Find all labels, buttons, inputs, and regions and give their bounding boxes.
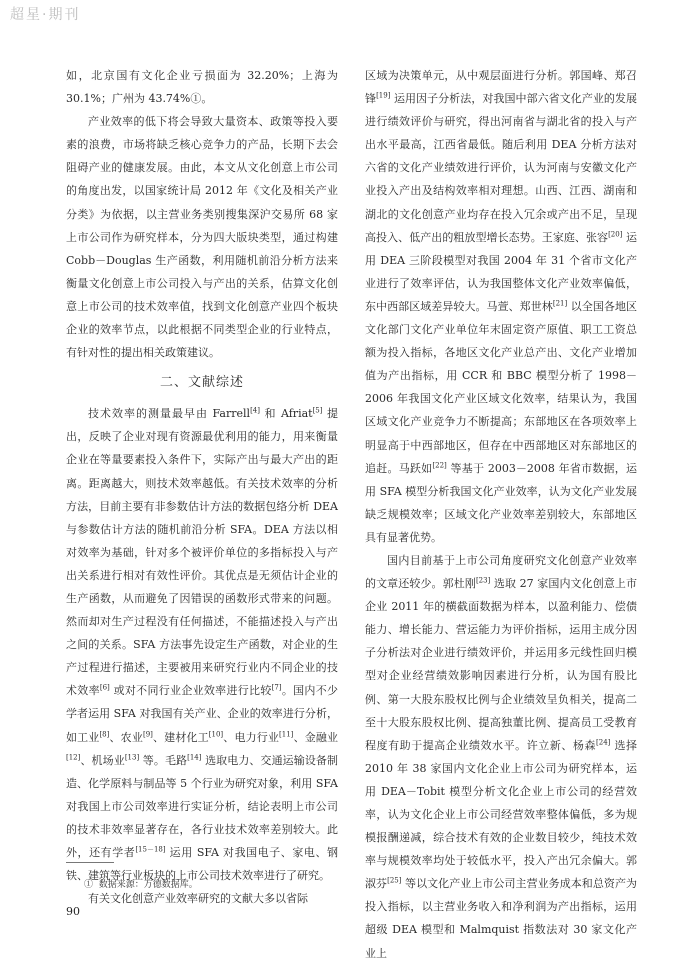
text-run: 以全国各地区文化部门文化产业单位年末固定资产原值、职工工资总额为投入指标，各地区文化产业总产出、文化产业增加值为产出指标，用 CCR 和 BBC 模型分析了 1998－2006 年我国文化产业区域文化效率，结果认为，我国区域文化产业竞争力不断提高；东部地区在各项效率上明显高于中西部地区，但存在中西部地区对东部地区的追赶。马跃如 [365, 299, 638, 475]
text-run: 。国内不少学者运用 SFA 对我国有关产业、企业的效率进行分析，如工业 [66, 684, 339, 744]
text-run: 选取电力、交通运输设备制造、化学原料与制品等 5 个行业为研究对象，利用 SFA 对我国上市公司效率进行实证分析，结论表明上市公司的技术非效率显著存在，各行业技术效率差别较大。此外，还有学者 [66, 753, 339, 859]
text-run: 和 Afriat [259, 407, 313, 421]
citation: [19] [376, 91, 391, 100]
citation: [14] [187, 752, 202, 761]
citation: [4] [250, 406, 260, 415]
text-run: 区域为决策单元，从中观层面进行分析。郭国峰、郑召锋 [365, 69, 637, 106]
text-run: 运用因子分析法，对我国中部六省文化产业的发展进行绩效评价与研究，得出河南省与湖北省的投入与产出水平最高，江西省最低。随后利用 DEA 分析方法对六省的文化产业绩效进行评价，认为河南与安徽文化产业投入产出及结构效率相对理想。山西、江西、湖南和湖北的文化创意产业均存在投入冗余或产出不足，呈现高投入、低产出的粗放型增长态势。王家庭、张容 [365, 92, 638, 244]
citation: [9] [142, 729, 153, 738]
paragraph-4: 有关文化创意产业效率研究的文献大多以省际 [88, 892, 308, 906]
footnote-divider [66, 862, 114, 863]
text-run: 等以文化产业上市公司主营业务成本和总资产为投入指标，以主营业务收入和净利润为产出指标，运用超级 DEA 模型和 Malmquist 指数法对 30 家文化产业上 [365, 877, 638, 960]
paragraph-3 [66, 402, 338, 887]
text-run: 、农业 [109, 730, 143, 744]
page-number: 90 [66, 905, 80, 918]
left-column [66, 64, 338, 910]
text-run: 、建材化工 [152, 730, 209, 744]
citation: [10] [208, 729, 224, 738]
text-run: 、电力行业 [223, 730, 280, 744]
text-run: 、机场业 [80, 753, 125, 767]
text-run: 或对不同行业企业效率进行比较 [109, 684, 272, 698]
citation: [12] [66, 752, 81, 761]
text-run: 等基于 2003－2008 年省市数据，运用 SFA 模型分析我国文化产业效率，认为文化产业发展缺乏规模效率；区域文化产业效率差别较大，东部地区具有显著优势。 [365, 461, 638, 544]
footnote [84, 877, 198, 890]
text-run: 选取 27 家国内文化创意上市企业 2011 年的横截面数据为样本，以盈利能力、偿债能力、增长能力、营运能力为评价指标，运用主成分因子分析法对企业进行绩效评价，并运用多元线性回归模型对企业经营绩效影响因素进行分析，认为国有股比例、第一大股东股权比例与企业绩效呈负相关，提高二至十大股东股权比例、提高独董比例、提高员工受教育程度有助于提高企业绩效水平。许立新、杨森 [365, 577, 637, 752]
paragraph-2: 产业效率的低下将会导致大量资本、政策等投入要素的浪费，市场将缺乏核心竞争力的产品，长期下去会阻碍产业的健康发展。由此，本文从文化创意上市公司的角度出发，以国家统计局 2012 年《文化及相关产业分类》为依据，以主营业务类别搜集深沪交易所 68 家上市公司作为研究样本，分为四大版块类型，通过构建 Cobb－Douglas 生产函数，利用随机前沿分析方法来衡量文化创意上市公司投入与产出的关系，估算文化创意上市公司的技术效率值，找到文化创意产业四个板块企业的效率节点，以此根据不同类型企业的行业特点，有针对性的提出相关政策建议。 [66, 115, 338, 360]
right-column [365, 64, 637, 965]
citation: [22] [432, 460, 447, 469]
citation: [13] [124, 752, 140, 761]
text-run: 国内目前基于上市公司角度研究文化创意产业效率的文章还较少。郭杜刚 [365, 553, 637, 591]
citation: [21] [552, 299, 568, 308]
citation: [24] [596, 738, 611, 747]
citation: [7] [271, 683, 282, 692]
citation: [11] [279, 729, 294, 738]
text-run: 选择 2010 年 38 家国内文化企业上市公司为研究样本，运用 DEA－Tobit 模型分析文化企业上市公司的经营效率，认为文化企业上市公司经营效率整体偏低，多为规模报酬递减，综合技术有效的企业数目较少，纯技术效率与规模效率均处于较低水平，投入产出冗余偏大。郭淑芬 [365, 738, 638, 891]
citation: [8] [99, 729, 110, 738]
text-run: 提出，反映了企业对现有资源最优利用的能力，用来衡量企业在等量要素投入条件下，实际产出与最大产出的距离。距离越大，则技术效率越低。有关技术效率的分析方法，目前主要有非参数估计方法的数据包络分析 DEA 与参数估计方法的随机前沿分析 SFA。DEA 方法以相对效率为基础，针对多个被评价单位的多指标投入与产出关系进行相对有效性评价。其优点是无须估计企业的生产函数，从而避免了因错误的函数形式带来的问题。然而却对生产过程没有任何描述，不能描述投入与产出之间的关系。SFA 方法事先设定生产函数，对企业的生产过程进行描述，主要被用来研究行业内不同企业的技术效率 [66, 407, 339, 698]
footnote-marker: ① [84, 880, 94, 890]
paragraph-1: 如，北京国有文化企业亏损面为 32.20%；上海为 30.1%；广州为 43.74%①。 [66, 69, 338, 106]
text-run: 等。毛路 [139, 753, 188, 767]
text-run: 运用 DEA 三阶段模型对我国 2004 年 31 个省市文化产业进行了效率评估，认为我国整体文化产业效率偏低，东中西部区域差异较大。马萱、郑世林 [365, 230, 637, 313]
citation: [15－18] [135, 845, 166, 854]
citation: [25] [387, 876, 402, 885]
section-heading: 二、文献综述 [159, 375, 244, 391]
citation: [23] [475, 576, 491, 585]
paragraph-6 [365, 549, 637, 965]
text-run: 技术效率的测量最早由 Farrell [88, 407, 251, 421]
citation: [5] [312, 406, 323, 415]
paragraph-5 [365, 64, 637, 549]
watermark-logo: 超星·期刊 [10, 7, 81, 23]
citation: [20] [608, 230, 623, 238]
footnote-text: 数据来源：万德数据库。 [98, 880, 198, 890]
text-run: 、金融业 [293, 730, 339, 744]
text-run: 运用 SFA 对我国电子、家电、钢铁、建筑等行业板块的上市公司技术效率进行了研究。 [66, 846, 338, 883]
citation: [6] [99, 683, 110, 692]
